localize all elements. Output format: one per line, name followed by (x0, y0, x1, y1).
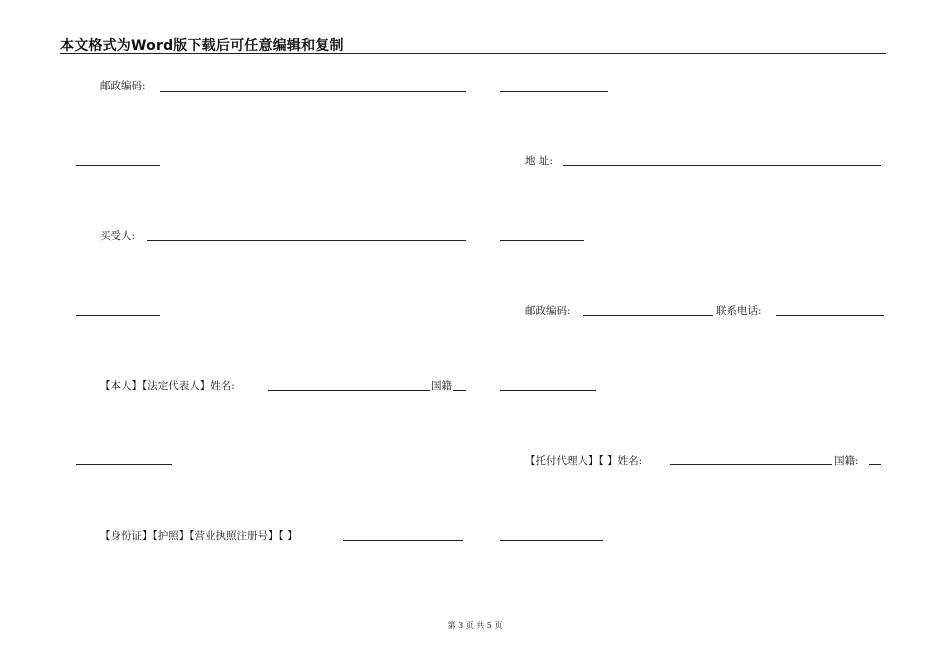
nationality-label-2: 国籍: (834, 455, 859, 467)
nationality-fill-line-1-continued[interactable] (500, 390, 596, 391)
nationality-label-1: 国籍 (431, 380, 452, 392)
postcode-label-2: 邮政编码: (525, 305, 571, 317)
postcode-fill-line-1[interactable] (160, 91, 466, 92)
header-divider (60, 53, 886, 54)
principal-name-label: 【本人】【法定代表人】姓名: (100, 380, 235, 392)
principal-name-fill-line[interactable] (268, 390, 430, 391)
id-number-fill-line-continued[interactable] (500, 540, 603, 541)
nationality-fill-line-2[interactable] (869, 464, 881, 465)
nationality-fill-line-1-tail[interactable] (76, 464, 172, 465)
address-fill-line[interactable] (563, 165, 881, 166)
id-number-fill-line[interactable] (343, 540, 463, 541)
postcode-fill-line-2[interactable] (583, 315, 713, 316)
postcode-fill-line-1-tail[interactable] (76, 165, 160, 166)
phone-label: 联系电话: (716, 305, 762, 317)
page-number-footer: 第 3 页 共 5 页 (447, 621, 503, 630)
buyer-label: 买受人: (100, 230, 136, 242)
postcode-label-1: 邮政编码: (100, 80, 146, 92)
id-type-label: 【身份证】【护照】【营业执照注册号】【 】 (100, 530, 298, 542)
nationality-fill-line-1[interactable] (453, 390, 466, 391)
address-label: 地 址: (525, 155, 553, 167)
buyer-fill-line[interactable] (147, 240, 466, 241)
document-header-title: 本文格式为Word版下载后可任意编辑和复制 (60, 38, 344, 54)
agent-name-label: 【托付代理人】【 】姓名: (525, 455, 643, 467)
phone-fill-line[interactable] (776, 315, 884, 316)
agent-name-fill-line[interactable] (670, 464, 832, 465)
postcode-fill-line-1-continued[interactable] (500, 91, 608, 92)
buyer-fill-line-tail[interactable] (76, 315, 160, 316)
buyer-fill-line-continued[interactable] (500, 240, 584, 241)
